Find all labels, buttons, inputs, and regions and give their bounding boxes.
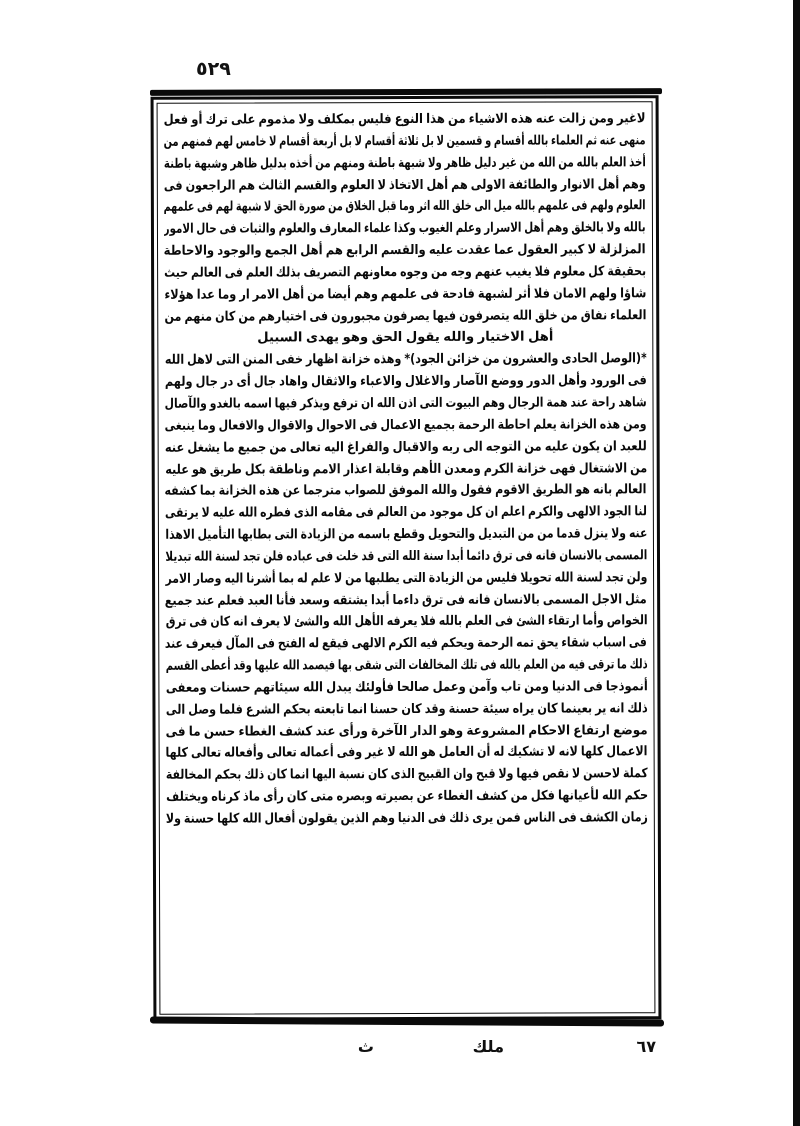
scan-edge-artifact [793, 0, 800, 1126]
line-text: الاعمال كلها لانه لا تشكيك له أن العامل هو الله لا غير وفى أعماله تعالى وأفعاله تعالى كلها [165, 744, 648, 762]
paragraph-one-line [164, 261, 646, 284]
line-text: شاهد راحة عند همة الرجال وهم البيوت التى اذن الله ان ترفع ويذكر فيها اسمه بالغدو والآصال [164, 395, 647, 412]
catchword: ملك [472, 1037, 504, 1056]
line-text: للعبد ان يكون عليه من التوجه الى ربه والاقبال والفراغ اليه تعالى من جميع ما يشغل عنه [164, 438, 647, 456]
line-text: المزلزلة لا كبير العقول عما عقدت عليه والقسم الرابع هم أهل الجمع والوجود والاحاطة [164, 242, 647, 259]
paragraph-one-line [164, 152, 646, 175]
line-text: عنه ولا ينزل قدما من من التبديل والتحويل وقطع باسمه من الزيادة التى بطابها التأميل الاهذا [164, 526, 647, 543]
paragraph-two-line [164, 392, 646, 415]
footer-marks [152, 1036, 664, 1066]
paragraph-two-line [165, 458, 647, 481]
line-text: الخواص وأما ارتقاء الشئ فى العلم بالله فلا يعرفه الأهل الله والشئ لا يعرف انه كان فى ترق [165, 613, 648, 631]
paragraph-one-line [164, 108, 646, 131]
line-text: بالله ولا بالخلق وهم أهل الاسرار وعلم الغيوب وكذا علماء المعارف والعلوم والثبات فى حال الامور [164, 220, 646, 237]
line-text: لاغير ومن زالت عنه هذه الاشياء من هذا النوع فليس بمكلف ولا مذموم على ترك أو فعل [163, 111, 646, 128]
paragraph-two-line [166, 742, 648, 765]
line-text: بحقيقة كل معلوم فلا يغيب عنهم وجه من وجوه معاونهم التصريف بذلك العلم فى العالم حيث [164, 264, 647, 281]
paragraph-one-line [164, 305, 646, 328]
folio-number: ٥٢٩ [196, 58, 231, 80]
paragraph-two-line [165, 523, 647, 546]
line-text: شاؤا ولهم الامان فلا أثر لشبهة فادحة فى علمهم وهم أيضا من أهل الامر ار وما عدا هؤلاء [164, 285, 647, 303]
line-text: من الاشتغال فهى خزانة الكرم ومعدن الأهم وقابلة اعذار الامم وناطقة بكل طريق هو عليه [164, 460, 647, 478]
paragraph-two-line [165, 698, 647, 721]
line-text: أهل الاختيار والله يقول الحق وهو يهدى السبيل [257, 329, 554, 346]
line-text: ذلك ما ترقى فيه من العلم بالله فى تلك المخالفات التى شقى بها فيصمد الله عليها وقد أعطى القسم [165, 657, 648, 674]
line-text: فى اسباب شقاء يحق تمه الرحمة ويحكم فيه الكرم الالهى فيقع له الفتح فى المآل فيعرف عند [165, 635, 648, 653]
paragraph-one-line [164, 196, 646, 219]
paragraph-two-line [165, 611, 647, 634]
line-text: العالم بانه هو الطريق الاقوم فقول والله الموفق للصواب مترجما عن هذه الخزانة بما كشفه [164, 482, 647, 500]
paragraph-two-line [165, 676, 647, 699]
line-text: أنموذجا فى الدنيا ومن تاب وآمن وعمل صالحا فأولئك يبدل الله سيئاتهم حسنات ومعفى [165, 679, 648, 696]
line-text: وهم أهل الانوار والطائفة الاولى هم أهل الاتخاذ لا العلوم والقسم الثالث هم الراجعون فى [163, 176, 646, 194]
paragraph-one-line [164, 283, 646, 306]
scan-edge-highlight [789, 0, 793, 1126]
line-text: كملة لاحسن لا نقص فيها ولا قبح وان القبيح الذى كان نسبة اليها انما كان ذلك بحكم المخالفة [165, 766, 648, 784]
text-frame [151, 95, 662, 1021]
paragraph-two-line [165, 414, 647, 437]
paragraph-one-line [164, 239, 646, 262]
line-text: مثل الاجل المسمى بالانسان فانه فى ترق داءما أبدا يشتقه وسعد فأنا العبد فعلم عند جميع [165, 591, 648, 609]
paragraph-two-line [165, 501, 647, 524]
paragraph-two-line [166, 807, 648, 830]
text-flow [164, 108, 648, 830]
paragraph-two-line [165, 567, 647, 590]
line-text: *(الوصل الحادى والعشرون من خزائن الجود)* وهذه خزانة اظهار خفى المنن التى لاهل الله [164, 351, 647, 369]
line-text: موضع ارتفاع الاحكام المشروعة وهو الدار الآخرة ورأى عند كشف الغطاء حسن ما فى [165, 722, 648, 740]
line-text: ولن تجد لسنة الله تحويلا فليس من الزيادة التى يطلبها من لا علم له بما أشرنا اليه وصار الامر [165, 569, 648, 587]
paragraph-two-line [166, 785, 648, 808]
paragraph-two-line [164, 370, 646, 393]
signature-number: ٦٧ [636, 1037, 656, 1056]
line-text: ذلك انه ير بعينما كان يراه سيئة حسنة وقد كان حسنا انما تابعته بحكم الشرع فلما وصل الى [165, 701, 648, 718]
paragraph-two-line [166, 720, 648, 743]
paragraph-one-line [164, 130, 646, 153]
line-text: منهى عنه ثم العلماء بالله أقسام و قسمين لا بل ثلاثة أقسام لا بل أربعة أقسام لا خامس لهم فمنهم من [163, 133, 646, 150]
paragraph-one-line [164, 217, 646, 240]
line-text: حكم الله لأعيانها فكل من كشف الغطاء عن بصيرته وبصره متى كان رأى ماذ كرناه ويختلف [165, 788, 648, 805]
paragraph-two-line [165, 589, 647, 612]
paragraph-two-line [165, 545, 647, 568]
paragraph-two-line [165, 654, 647, 677]
line-text: العلماء نفاق من خلق الله يتصرفون فيها يصرفون مجبورون فى اختيارهم من كان منهم من [164, 307, 647, 325]
line-text: أخذ العلم بالله من الله من غير دليل ظاهر ولا شبهة باطنة ومنهم من أخذه بدليل ظاهر وشبهة باطنة [163, 154, 646, 172]
text-body [164, 108, 649, 1010]
section-heading [164, 349, 646, 372]
paragraph-two-line [166, 764, 648, 787]
paragraph-one-line [164, 174, 646, 197]
line-text: زمان الكشف فى الناس فمن يرى ذلك فى الدنيا وهم الذين يقولون أفعال الله كلها حسنة ولا [165, 810, 648, 827]
line-text: ومن هذه الخزانة يعلم احاطة الرحمة بجميع الاعمال فى الاحوال والاقوال والافعال وما ينبغى [164, 417, 647, 434]
paragraph-two-line [165, 632, 647, 655]
paragraph-two-line [165, 480, 647, 503]
line-text: فى الورود وأهل الدور ووضع الآصار والاغلال والاعباء والاثقال واهاد جال أى در جال ولهم [164, 373, 647, 390]
paragraph-two-line [165, 436, 647, 459]
line-text: العلوم ولهم فى علمهم بالله ميل الى خلق الله اثر وما قبل الخلاق من صورة الحق لا شبهة لهم فى علمهم [163, 198, 646, 216]
line-text: لنا الجود الالهى والكرم اعلم ان كل موجود من العالم فى مقامه الذى فطره الله عليه لا يرتقى [164, 504, 647, 521]
line-text: المسمى بالانسان فانه فى ترق دائما أبدا سنة الله التى قد خلت فى عباده فلن تجد لسنة الله تبديلا [165, 548, 648, 565]
quire-mark: ث [357, 1037, 374, 1056]
paragraph-one-line [164, 327, 646, 350]
